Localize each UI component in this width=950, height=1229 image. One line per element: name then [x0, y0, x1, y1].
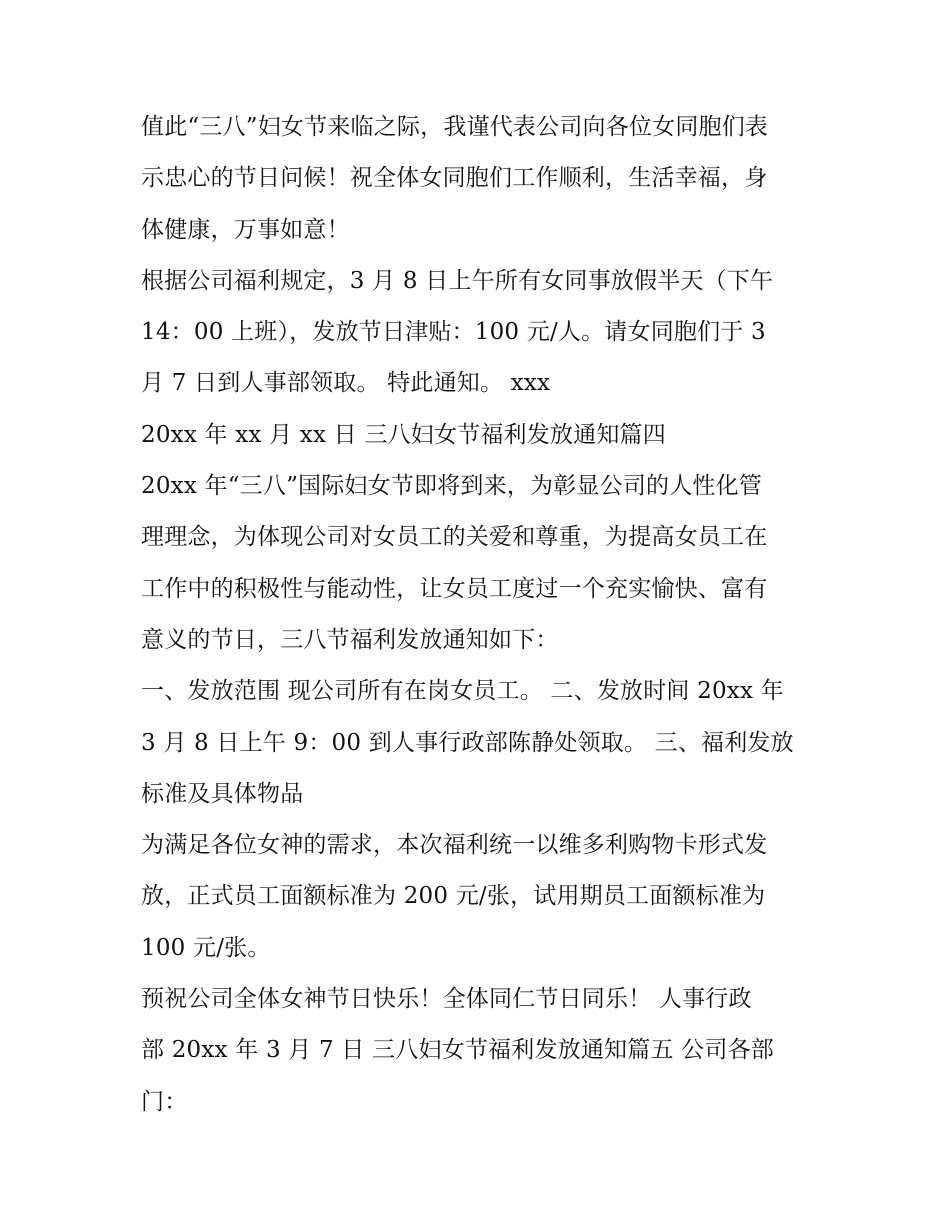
text-line-12: 一、发放范围 现公司所有在岗女员工。 二、发放时间 20xx 年: [141, 678, 784, 705]
text-line-4: 根据公司福利规定，3 月 8 日上午所有女同事放假半天（下午: [141, 267, 774, 294]
document-body: [141, 102, 841, 1128]
text-line-17: 100 元/张。: [141, 934, 271, 961]
text-line-16: 放，正式员工面额标准为 200 元/张，试用期员工面额标准为: [141, 883, 766, 910]
section-heading-4: 20xx 年 xx 月 xx 日 三八妇女节福利发放通知篇四: [141, 421, 666, 448]
text-line-6: 月 7 日到人事部领取。 特此通知。 xxx: [141, 370, 551, 397]
text-line-2: 示忠心的节日问候！祝全体女同胞们工作顺利，生活幸福，身: [141, 165, 768, 192]
text-line-19: 部 20xx 年 3 月 7 日 三八妇女节福利发放通知篇五 公司各部: [141, 1037, 774, 1064]
text-line-3: 体健康，万事如意！: [141, 216, 350, 243]
text-line-5: 14：00 上班），发放节日津贴：100 元/人。请女同胞们于 3: [141, 319, 766, 346]
text-line-10: 工作中的积极性与能动性，让女员工度过一个充实愉快、富有: [141, 575, 768, 602]
text-line-9: 理理念，为体现公司对女员工的关爱和尊重，为提高女员工在: [141, 524, 768, 551]
text-line-14: 标准及具体物品: [141, 780, 304, 807]
text-line-1: 值此“三八”妇女节来临之际，我谨代表公司向各位女同胞们表: [141, 114, 769, 140]
text-line-18: 预祝公司全体女神节日快乐！全体同仁节日同乐！ 人事行政: [141, 986, 752, 1013]
text-line-11: 意义的节日，三八节福利发放通知如下：: [141, 626, 559, 653]
text-line-15: 为满足各位女神的需求，本次福利统一以维多利购物卡形式发: [141, 832, 768, 859]
text-line-8: 20xx 年“三八”国际妇女节即将到来，为彰显公司的人性化管: [141, 473, 763, 500]
text-line-20: 门：: [141, 1088, 188, 1115]
text-line-13: 3 月 8 日上午 9：00 到人事行政部陈静处领取。 三、福利发放: [141, 729, 794, 756]
